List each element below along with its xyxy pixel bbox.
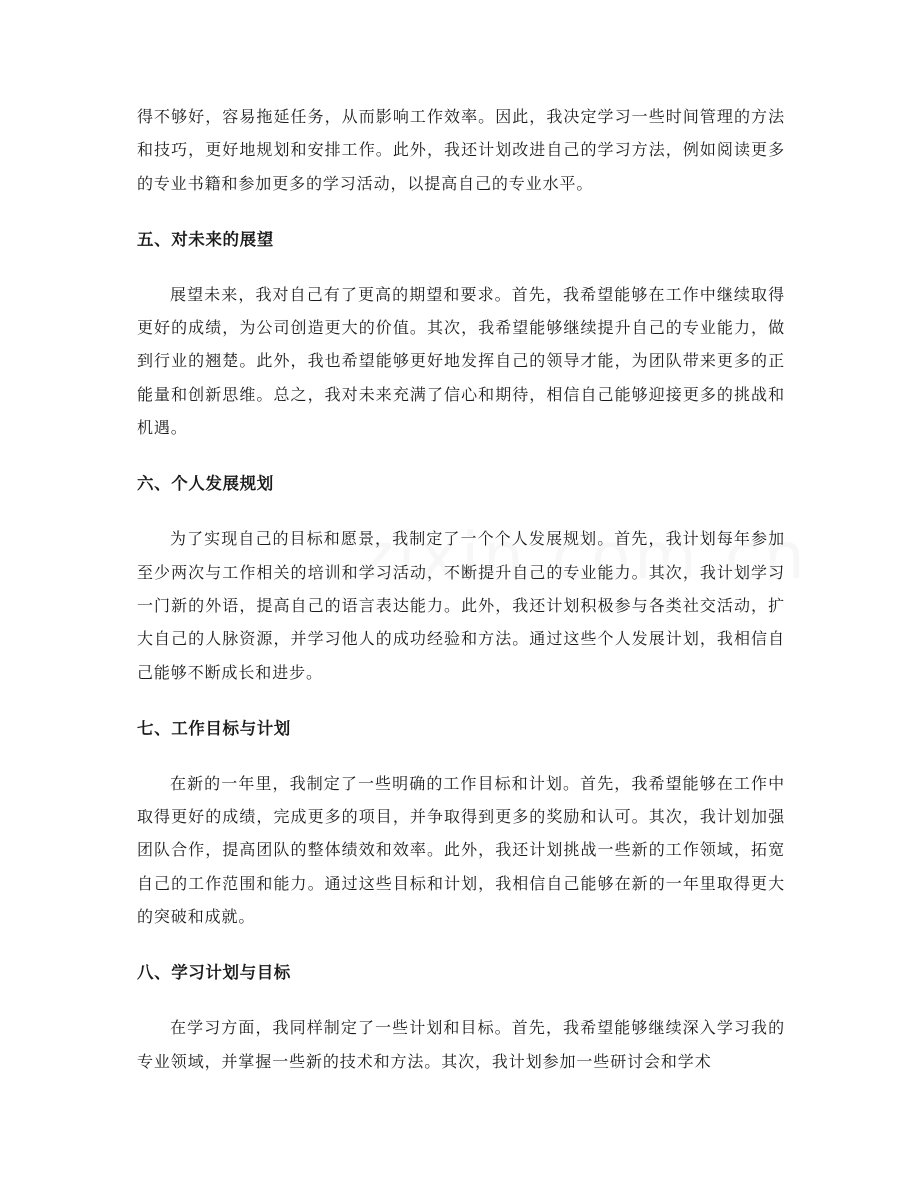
spacer <box>137 745 785 767</box>
spacer <box>137 989 785 1011</box>
paragraph-future-outlook: 展望未来，我对自己有了更高的期望和要求。首先，我希望能够在工作中继续取得更好的成绩，为公司创造更大的价值。其次，我希望能够继续提升自己的专业能力，做到行业的翘楚。此外，我也希望能够更好地发挥自己的领导才能，为团队带来更多的正能量和创新思维。总之，我对未来充满了信心和期待，相信自己能够迎接更多的挑战和机遇。 <box>137 284 785 438</box>
spacer <box>137 933 785 956</box>
spacer <box>137 200 785 223</box>
paragraph-continuation: 得不够好，容易拖延任务，从而影响工作效率。因此，我决定学习一些时间管理的方法和技巧，更好地规划和安排工作。此外，我还计划改进自己的学习方法，例如阅读更多的专业书籍和参加更多的学习活动，以提高自己的专业水平。 <box>137 107 785 193</box>
spacer <box>137 500 785 522</box>
spacer <box>137 444 785 467</box>
paragraph-work-goals: 在新的一年里，我制定了一些明确的工作目标和计划。首先，我希望能够在工作中取得更好的成绩，完成更多的项目，并争取得到更多的奖励和认可。其次，我计划加强团队合作，提高团队的整体绩效和效率。此外，我还计划挑战一些新的工作领域，拓宽自己的工作范围和能力。通过这些目标和计划，我相信自己能够在新的一年里取得更大的突破和成就。 <box>137 773 785 927</box>
document-page <box>137 100 785 1078</box>
spacer <box>137 256 785 278</box>
section-heading-5: 五、对未来的展望 <box>137 229 274 249</box>
section-heading-6: 六、个人发展规划 <box>137 474 274 494</box>
spacer <box>137 689 785 712</box>
section-heading-8: 八、学习计划与目标 <box>137 963 291 983</box>
paragraph-learning-plan: 在学习方面，我同样制定了一些计划和目标。首先，我希望能够继续深入学习我的专业领域，并掌握一些新的技术和方法。其次，我计划参加一些研讨会和学术 <box>137 1018 785 1071</box>
paragraph-personal-development: 为了实现自己的目标和愿景，我制定了一个个人发展规划。首先，我计划每年参加至少两次与工作相关的培训和学习活动，不断提升自己的专业能力。其次，我计划学习一门新的外语，提高自己的语言表达能力。此外，我还计划积极参与各类社交活动，扩大自己的人脉资源，并学习他人的成功经验和方法。通过这些个人发展计划，我相信自己能够不断成长和进步。 <box>137 529 785 682</box>
section-heading-7: 七、工作目标与计划 <box>137 718 291 738</box>
